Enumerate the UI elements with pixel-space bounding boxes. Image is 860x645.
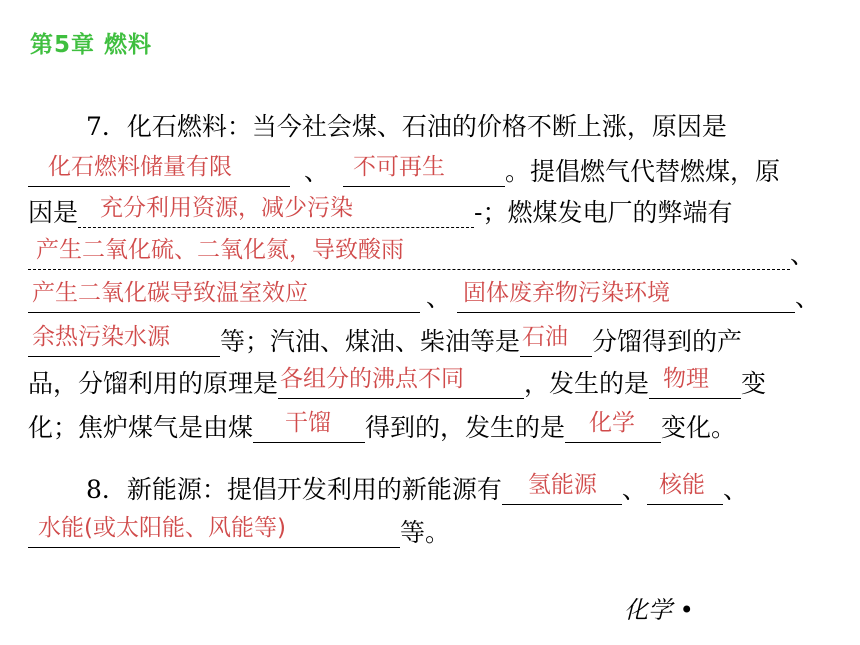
answer-5: 产生二氧化碳导致温室效应 [32, 280, 308, 306]
blank-10 [649, 366, 741, 399]
blank-13 [502, 472, 622, 505]
answer-12: 化学 [589, 410, 636, 436]
q7-line-7: 品，分馏利用的原理是 各组分的沸点不同 ，发生的是 物理 变 [28, 366, 767, 398]
q7-line-3: 因是 充分利用资源，减少污染 -；燃煤发电厂的弊端有 [28, 195, 733, 227]
q7-line-1 [86, 112, 727, 142]
answer-11: 干馏 [285, 410, 332, 436]
blank-11 [253, 410, 365, 443]
answer-15: 水能(或太阳能、风能等) [38, 515, 286, 541]
q8-line-1: 8．新能源：提倡开发利用的新能源有 氢能源 、 核能 、 [86, 472, 748, 504]
blank-8 [520, 324, 592, 357]
blank-5 [28, 280, 420, 313]
blank-1 [28, 154, 290, 187]
q7-line-4: 产生二氧化硫、二氧化氮，导致酸雨 、 [28, 240, 815, 270]
answer-13: 氢能源 [527, 472, 597, 498]
q7-line-8: 化；焦炉煤气是由煤 干馏 得到的，发生的是 化学 变化。 [28, 410, 737, 442]
q8-line-2: 水能(或太阳能、风能等) 等。 [28, 518, 450, 548]
answer-3: 充分利用资源，减少污染 [100, 195, 354, 221]
answer-2: 不可再生 [353, 154, 446, 180]
q7-intro: 7．化石燃料：当今社会煤、石油的价格不断上涨，原因是 [86, 112, 727, 141]
footer-subject: 化学 • [624, 596, 694, 624]
blank-2 [343, 154, 505, 187]
blank-4 [28, 237, 790, 270]
q8-intro: 8．新能源：提倡开发利用的新能源有 [86, 475, 502, 504]
q7-line-2: 化石燃料储量有限 、 不可再生 。提倡燃气代替燃煤，原 [28, 157, 780, 187]
q7-line-6: 余热污染水源 等；汽油、煤油、柴油等是 石油 分馏得到的产 [28, 327, 742, 357]
answer-10: 物理 [663, 366, 710, 392]
answer-8: 石油 [522, 324, 569, 350]
answer-1: 化石燃料储量有限 [48, 154, 232, 180]
answer-6: 固体废弃物污染环境 [463, 280, 671, 306]
answer-14: 核能 [658, 472, 705, 498]
blank-15 [28, 515, 400, 548]
chapter-title: 第5章 燃料 [30, 32, 153, 58]
answer-9: 各组分的沸点不同 [280, 366, 465, 392]
q7-line-5: 产生二氧化碳导致温室效应 、 固体废弃物污染环境 、 [28, 283, 820, 313]
answer-7: 余热污染水源 [32, 324, 170, 350]
blank-7 [28, 324, 220, 357]
blank-6 [457, 280, 795, 313]
blank-9 [278, 366, 524, 399]
answer-4: 产生二氧化硫、二氧化氮，导致酸雨 [36, 237, 404, 263]
blank-14 [647, 472, 723, 505]
blank-12 [565, 410, 661, 443]
